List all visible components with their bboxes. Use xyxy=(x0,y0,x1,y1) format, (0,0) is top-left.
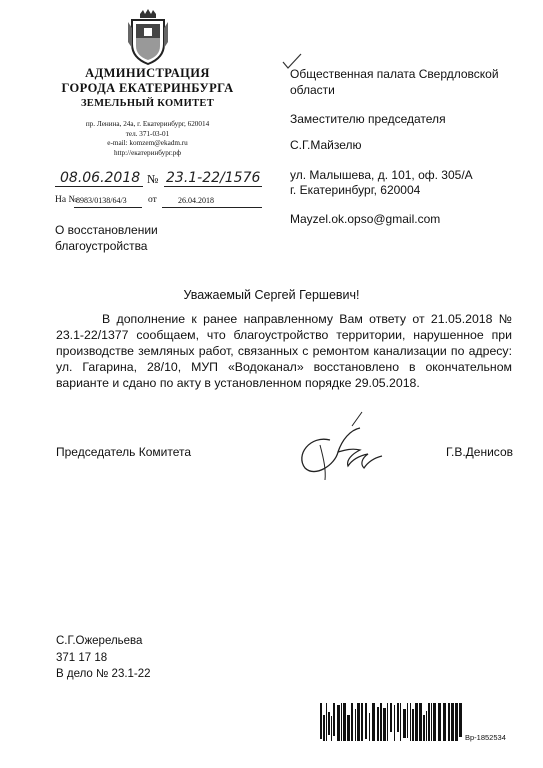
sender-phone: тел. 371-03-01 xyxy=(125,129,170,138)
handwritten-signature xyxy=(290,410,385,485)
executor-phone: 371 17 18 xyxy=(56,652,108,664)
subject-line1: О восстановлении xyxy=(55,223,158,237)
reference-number: 8983/0138/64/3 xyxy=(76,196,127,205)
registration-date: 08.06.2018 xyxy=(60,170,141,186)
barcode-number: Вр-1852534 xyxy=(465,733,506,742)
subject-line2: благоустройства xyxy=(55,239,148,253)
salutation: Уважаемый Сергей Гершевич! xyxy=(183,288,360,302)
sender-committee: ЗЕМЕЛЬНЫЙ КОМИТЕТ xyxy=(80,98,215,109)
number-underline xyxy=(164,186,262,187)
sender-website: http://екатеринбург.рф xyxy=(113,148,182,157)
sender-email: e-mail: komzem@ekadm.ru xyxy=(107,139,188,147)
recipient-name: С.Г.Майзелю xyxy=(290,138,362,152)
reference-underline xyxy=(74,207,142,208)
file-note: В дело № 23.1-22 xyxy=(56,668,151,680)
date-underline xyxy=(55,186,143,187)
recipient-address-street: ул. Малышева, д. 101, оф. 305/А xyxy=(290,168,473,182)
reference-date-underline xyxy=(162,207,262,208)
registration-number: 23.1-22/1576 xyxy=(166,170,261,186)
executor-name: С.Г.Ожерельева xyxy=(56,635,143,647)
barcode xyxy=(318,703,463,741)
recipient-position: Заместителю председателя xyxy=(290,112,446,126)
registration-number-sign: № xyxy=(147,172,159,186)
signatory-name: Г.В.Денисов xyxy=(445,445,513,459)
signatory-position: Председатель Комитета xyxy=(56,445,192,459)
subject xyxy=(55,222,255,254)
sender-org-line1: АДМИНИСТРАЦИЯ xyxy=(85,66,210,80)
sender-org-line2: ГОРОДА ЕКАТЕРИНБУРГА xyxy=(61,81,234,95)
recipient-org-line2: области xyxy=(290,83,335,97)
reference-date: 26.04.2018 xyxy=(178,196,214,205)
recipient-org-line1: Общественная палата Свердловской xyxy=(290,67,499,81)
sender-address: пр. Ленина, 24а, г. Екатеринбург, 620014 xyxy=(85,120,210,128)
recipient-address-city: г. Екатеринбург, 620004 xyxy=(290,183,421,197)
recipient-email: Mayzel.ok.opso@gmail.com xyxy=(290,212,441,226)
barcode-graphic xyxy=(318,703,463,741)
city-emblem xyxy=(126,8,170,66)
letter-body: В дополнение к ранее направленному Вам ответу от 21.05.2018 № 23.1-22/1377 сообщаем, что благоустройство территории, нарушенное при производстве земляных работ, связанных с ремонтом канализации по адресу: ул. Гагарина, 28/10, МУП «Водоканал» восстановлено в окончательном варианте и сдано по акту в установленном порядке 29.05.2018. xyxy=(56,312,512,390)
reference-prefix: На № xyxy=(55,195,78,205)
reference-from: от xyxy=(148,195,157,205)
